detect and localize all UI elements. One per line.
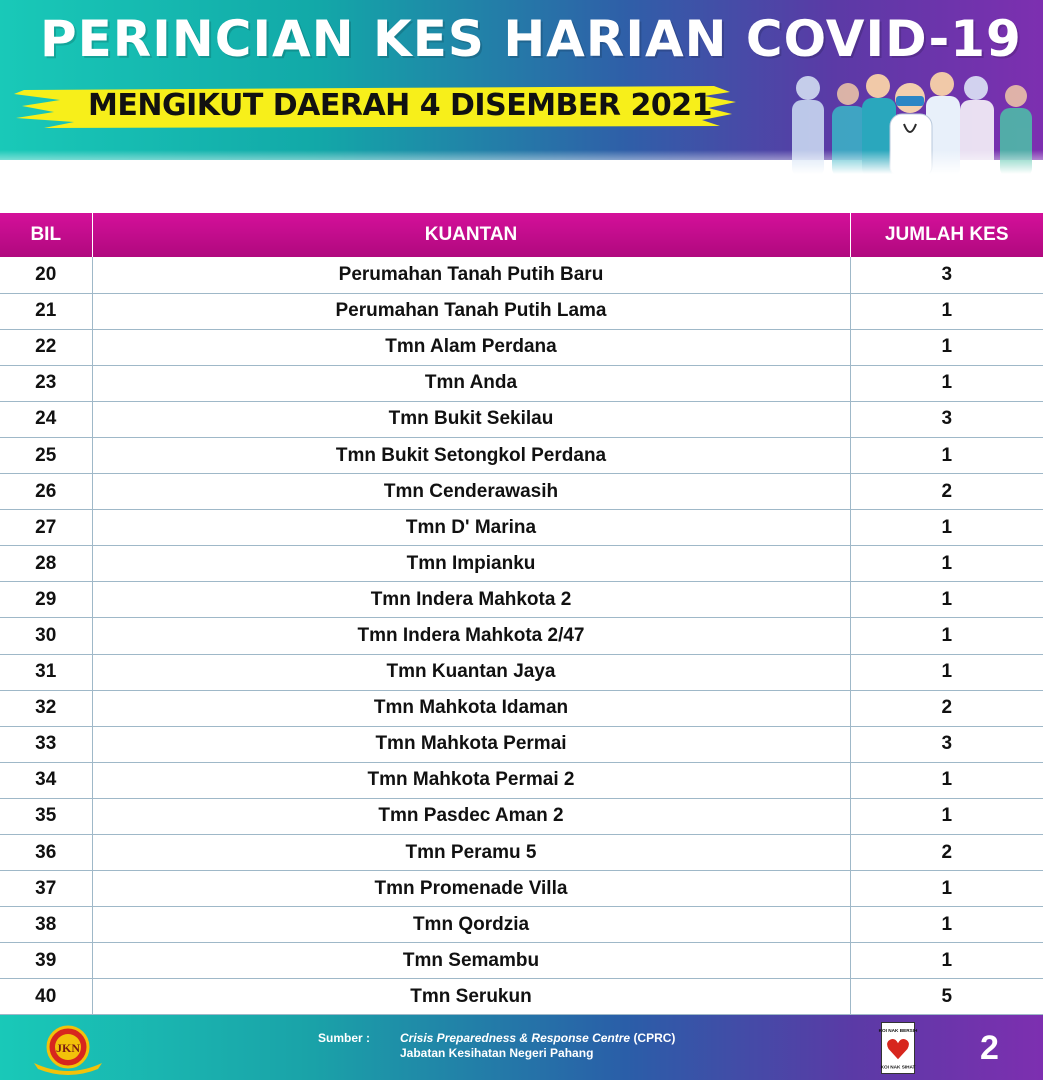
- table-row: [0, 979, 1043, 1015]
- row-location: Tmn Mahkota Permai: [92, 726, 850, 762]
- row-location: Tmn Impianku: [92, 546, 850, 582]
- table-row: [0, 618, 1043, 654]
- table-row: [0, 690, 1043, 726]
- row-location: Perumahan Tanah Putih Baru: [92, 257, 850, 293]
- row-location: Tmn Serukun: [92, 979, 850, 1015]
- header-banner: [0, 0, 1043, 160]
- svg-text:KOI NAK SIHAT: KOI NAK SIHAT: [880, 1064, 916, 1070]
- row-location: Tmn Bukit Sekilau: [92, 401, 850, 437]
- row-number: 37: [0, 871, 92, 907]
- table-row: [0, 437, 1043, 473]
- table-row: [0, 257, 1043, 293]
- table-header-row: [0, 213, 1043, 257]
- row-number: 30: [0, 618, 92, 654]
- source-label: Sumber :: [318, 1031, 371, 1045]
- row-case-count: 2: [850, 474, 1043, 510]
- row-location: Tmn Kuantan Jaya: [92, 654, 850, 690]
- row-number: 20: [0, 257, 92, 293]
- row-case-count: 5: [850, 979, 1043, 1015]
- table-row: [0, 546, 1043, 582]
- row-location: Tmn Peramu 5: [92, 835, 850, 871]
- table-row: [0, 474, 1043, 510]
- row-case-count: 1: [850, 510, 1043, 546]
- row-number: 21: [0, 293, 92, 329]
- row-number: 23: [0, 365, 92, 401]
- row-number: 31: [0, 654, 92, 690]
- row-case-count: 1: [850, 546, 1043, 582]
- row-location: Tmn Bukit Setongkol Perdana: [92, 437, 850, 473]
- row-location: Tmn Anda: [92, 365, 850, 401]
- table-row: [0, 365, 1043, 401]
- row-number: 26: [0, 474, 92, 510]
- source-org-abbr: (CPRC): [633, 1031, 676, 1045]
- row-number: 25: [0, 437, 92, 473]
- table-row: [0, 510, 1043, 546]
- row-number: 24: [0, 401, 92, 437]
- row-location: Tmn D' Marina: [92, 510, 850, 546]
- row-case-count: 1: [850, 943, 1043, 979]
- row-case-count: 2: [850, 690, 1043, 726]
- row-case-count: 1: [850, 654, 1043, 690]
- row-number: 36: [0, 835, 92, 871]
- column-header-bil: BIL: [0, 213, 92, 257]
- table-row: [0, 654, 1043, 690]
- source-organisation: [400, 1031, 675, 1045]
- row-number: 28: [0, 546, 92, 582]
- row-location: Tmn Pasdec Aman 2: [92, 798, 850, 834]
- row-case-count: 1: [850, 907, 1043, 943]
- row-case-count: 1: [850, 798, 1043, 834]
- svg-text:KOI NAK BERSIH: KOI NAK BERSIH: [878, 1028, 918, 1033]
- header-fade: [0, 150, 1043, 210]
- row-number: 35: [0, 798, 92, 834]
- row-location: Tmn Mahkota Idaman: [92, 690, 850, 726]
- row-number: 27: [0, 510, 92, 546]
- column-header-kuantan: KUANTAN: [92, 213, 850, 257]
- row-location: Tmn Semambu: [92, 943, 850, 979]
- row-case-count: 1: [850, 365, 1043, 401]
- row-location: Tmn Mahkota Permai 2: [92, 762, 850, 798]
- row-number: 34: [0, 762, 92, 798]
- row-number: 39: [0, 943, 92, 979]
- table-row: [0, 943, 1043, 979]
- koi-nak-bersih-badge-icon: [878, 1022, 918, 1074]
- table-row: [0, 871, 1043, 907]
- row-case-count: 3: [850, 257, 1043, 293]
- row-number: 38: [0, 907, 92, 943]
- page-subtitle: MENGIKUT DAERAH 4 DISEMBER 2021: [88, 88, 712, 123]
- page-number: 2: [980, 1029, 999, 1067]
- table-row: [0, 401, 1043, 437]
- table-row: [0, 762, 1043, 798]
- page-title: PERINCIAN KES HARIAN COVID-19: [40, 10, 1022, 68]
- footer-banner: [0, 1015, 1043, 1080]
- row-location: Tmn Alam Perdana: [92, 329, 850, 365]
- row-number: 29: [0, 582, 92, 618]
- table-row: [0, 582, 1043, 618]
- table-row: [0, 907, 1043, 943]
- table-row: [0, 835, 1043, 871]
- row-case-count: 1: [850, 618, 1043, 654]
- row-case-count: 3: [850, 726, 1043, 762]
- source-department: Jabatan Kesihatan Negeri Pahang: [400, 1046, 594, 1060]
- row-number: 33: [0, 726, 92, 762]
- row-case-count: 3: [850, 401, 1043, 437]
- row-case-count: 1: [850, 582, 1043, 618]
- row-number: 32: [0, 690, 92, 726]
- row-case-count: 2: [850, 835, 1043, 871]
- row-number: 22: [0, 329, 92, 365]
- row-location: Tmn Promenade Villa: [92, 871, 850, 907]
- source-org-name: Crisis Preparedness & Response Centre: [400, 1031, 631, 1045]
- row-location: Tmn Indera Mahkota 2: [92, 582, 850, 618]
- cases-table: [0, 213, 1043, 1015]
- row-location: Tmn Indera Mahkota 2/47: [92, 618, 850, 654]
- row-case-count: 1: [850, 437, 1043, 473]
- table-row: [0, 798, 1043, 834]
- jkn-logo-icon: [30, 1023, 106, 1075]
- row-case-count: 1: [850, 762, 1043, 798]
- row-location: Tmn Cenderawasih: [92, 474, 850, 510]
- row-case-count: 1: [850, 293, 1043, 329]
- row-location: Perumahan Tanah Putih Lama: [92, 293, 850, 329]
- row-number: 40: [0, 979, 92, 1015]
- table-row: [0, 329, 1043, 365]
- row-case-count: 1: [850, 871, 1043, 907]
- logo-text: JKN: [56, 1041, 80, 1055]
- table-row: [0, 293, 1043, 329]
- row-location: Tmn Qordzia: [92, 907, 850, 943]
- row-case-count: 1: [850, 329, 1043, 365]
- column-header-jumlah-kes: JUMLAH KES: [850, 213, 1043, 257]
- table-row: [0, 726, 1043, 762]
